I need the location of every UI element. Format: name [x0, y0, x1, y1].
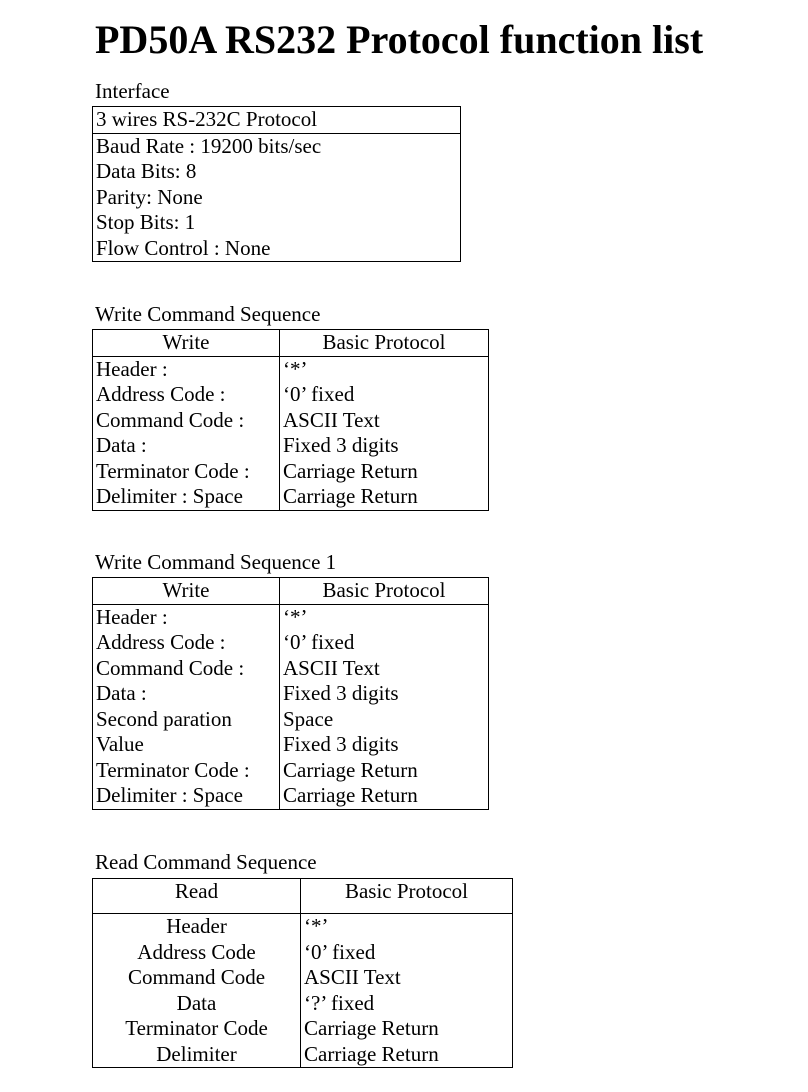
table-row [93, 758, 489, 784]
interface-label: Interface [95, 79, 170, 103]
row-value: Fixed 3 digits [280, 732, 489, 758]
interface-row: Stop Bits: 1 [96, 210, 196, 234]
row-value: ‘*’ [280, 356, 489, 382]
row-field: Terminator Code [125, 1016, 268, 1040]
column-header-protocol: Basic Protocol [301, 879, 513, 914]
interface-header: 3 wires RS-232C Protocol [93, 107, 461, 134]
table-row [93, 707, 489, 733]
row-field: Command Code : [96, 655, 245, 680]
row-field: Terminator Code : [96, 458, 250, 483]
interface-row: Parity: None [96, 184, 203, 209]
table-row [93, 783, 489, 809]
row-value: Carriage Return [280, 459, 489, 485]
row-field: Data : [96, 433, 147, 457]
read-sequence-label: Read Command Sequence [95, 850, 317, 874]
table-row [93, 914, 513, 940]
table-row [93, 681, 489, 707]
table-row [93, 656, 489, 682]
row-field: Header [166, 914, 227, 938]
row-value: Carriage Return [301, 1042, 513, 1068]
row-field: Terminator Code : [96, 757, 250, 782]
table-row [93, 732, 489, 758]
table-row [93, 356, 489, 382]
row-field: Second paration [96, 706, 232, 731]
interface-row: Data Bits: 8 [96, 159, 197, 183]
interface-table [92, 106, 461, 262]
table-row [93, 1042, 513, 1068]
row-field: Value [96, 732, 144, 756]
row-field: Header : [96, 604, 168, 629]
row-field: Address Code [137, 939, 256, 964]
table-row [93, 408, 489, 434]
row-field: Data [176, 990, 217, 1015]
row-value: Space [280, 707, 489, 733]
write-sequence-1-table [92, 577, 489, 810]
row-field: Header : [96, 356, 168, 381]
table-row [93, 965, 513, 991]
row-value: ‘0’ fixed [280, 382, 489, 408]
row-value: ASCII Text [280, 656, 489, 682]
row-value: ‘*’ [301, 914, 513, 940]
write-sequence-table [92, 329, 489, 511]
row-value: Carriage Return [301, 1016, 513, 1042]
row-value: ‘*’ [280, 604, 489, 630]
row-value: ‘?’ fixed [301, 991, 513, 1017]
table-row [93, 459, 489, 485]
row-value: Carriage Return [280, 484, 489, 510]
column-header-protocol: Basic Protocol [280, 330, 489, 357]
read-sequence-table [92, 878, 513, 1068]
row-field: Command Code : [96, 407, 245, 432]
row-value: Fixed 3 digits [280, 433, 489, 459]
write-sequence-label: Write Command Sequence [95, 302, 321, 326]
row-field: Command Code [127, 965, 266, 989]
column-header-write: Write [93, 330, 280, 357]
row-value: ASCII Text [301, 965, 513, 991]
table-row [93, 484, 489, 510]
row-value: Carriage Return [280, 758, 489, 784]
column-header-read: Read [93, 879, 301, 914]
table-row [93, 1016, 513, 1042]
row-field: Delimiter : Space [96, 783, 243, 807]
row-field: Address Code : [96, 630, 226, 654]
row-value: Fixed 3 digits [280, 681, 489, 707]
table-row [93, 630, 489, 656]
row-field: Data : [96, 681, 147, 705]
page-title: PD50A RS232 Protocol function list [95, 17, 704, 62]
row-value: ‘0’ fixed [301, 940, 513, 966]
table-row [93, 991, 513, 1017]
column-header-write: Write [93, 578, 280, 605]
column-header-protocol: Basic Protocol [280, 578, 489, 605]
table-row [93, 940, 513, 966]
row-field: Address Code : [96, 382, 226, 406]
row-field: Delimiter [156, 1041, 237, 1066]
table-row [93, 382, 489, 408]
write-sequence-1-label: Write Command Sequence 1 [95, 550, 337, 574]
table-row [93, 604, 489, 630]
row-field: Delimiter : Space [96, 484, 243, 508]
interface-row: Flow Control : None [96, 235, 271, 260]
table-row [93, 433, 489, 459]
interface-row: Baud Rate : 19200 bits/sec [96, 133, 322, 158]
row-value: ‘0’ fixed [280, 630, 489, 656]
row-value: ASCII Text [280, 408, 489, 434]
row-value: Carriage Return [280, 783, 489, 809]
